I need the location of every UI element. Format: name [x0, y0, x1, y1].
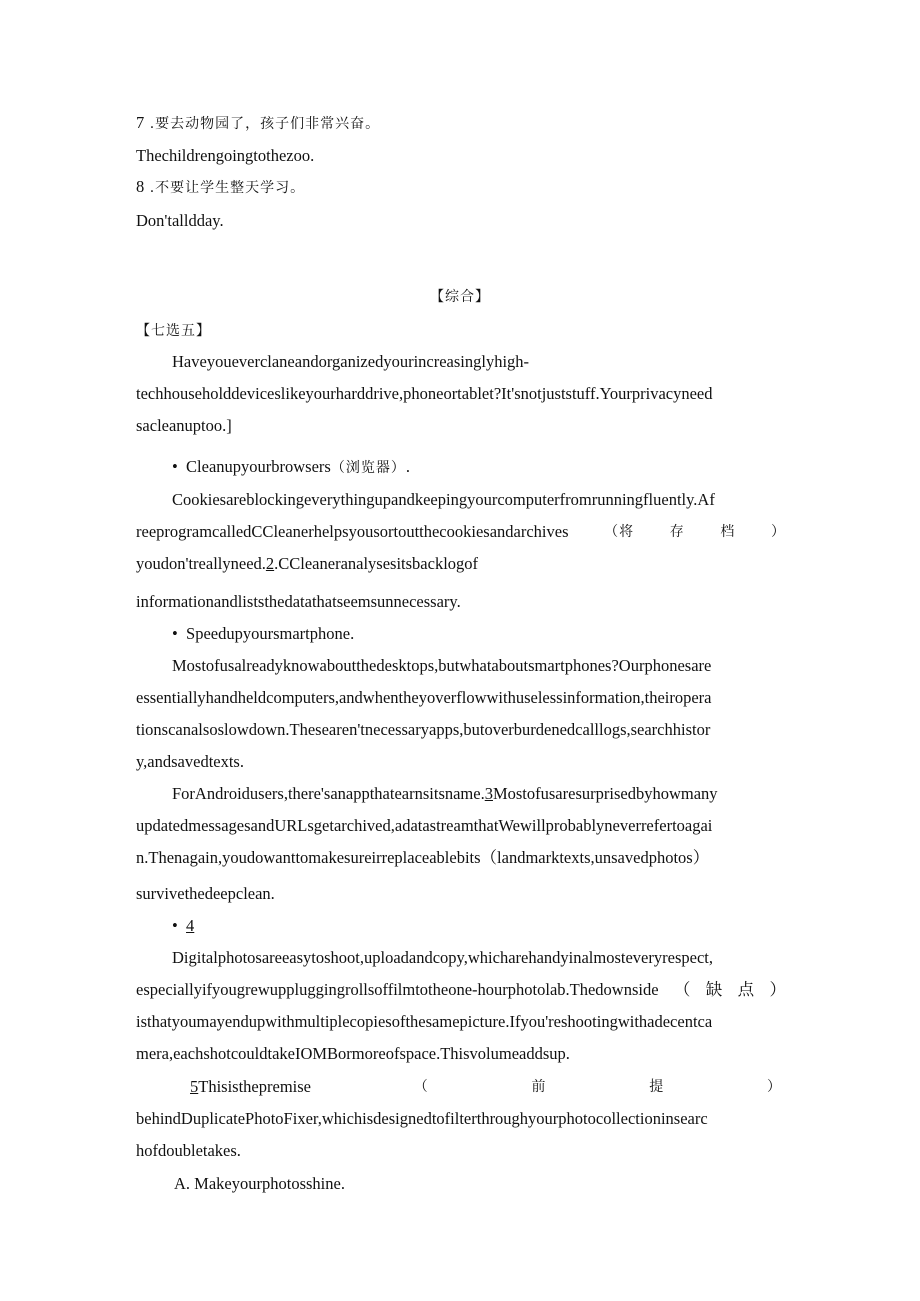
para5-line-2: behindDuplicatePhotoFixer,whichisdesignedtofilterthroughyourphotocollectioninsearc: [136, 1109, 708, 1128]
question-7-english: Thechildrengoingtothezoo.: [136, 146, 315, 165]
para5-paren-close: ）: [766, 1079, 782, 1095]
para1-line-3-rest: .CCleaneranalysesitsbacklogof: [274, 554, 479, 573]
bullet-icon: •: [172, 916, 178, 935]
bullet-heading-2: [172, 623, 822, 645]
question-7: [136, 112, 786, 135]
bullet-heading-1-end: .: [405, 457, 410, 476]
intro-line-3: [136, 415, 786, 437]
para3-line-4: survivethedeepclean.: [136, 884, 275, 903]
para3-line-1: [172, 783, 822, 805]
para1-line-2: [136, 521, 786, 543]
question-8-chinese: .不要让学生整天学习。: [144, 180, 306, 196]
para1-line-2-word-1: 存: [669, 524, 685, 540]
para3-line-2: updatedmessagesandURLsgetarchived,adatastreamthatWewillprobablyneverrefertoagai: [136, 816, 713, 835]
intro-line-1: Haveyoueverclaneandorganizedyourincreasinglyhigh-: [172, 352, 530, 371]
blank-3: 3: [484, 784, 493, 803]
subsection-title: 【七选五】: [136, 323, 211, 339]
para2-line-4: y,andsavedtexts.: [136, 752, 244, 771]
option-a: A. Makeyourphotosshine.: [174, 1174, 345, 1193]
para4-line-1: Digitalphotosareeasytoshoot,uploadandcopy,whicharehandyinalmosteveryrespect,: [172, 948, 713, 967]
para1-line-1: Cookiesareblockingeverythingupandkeepingyourcomputerfromrunningfluently.Af: [172, 490, 715, 509]
blank-5: 5: [190, 1077, 199, 1096]
bullet-heading-3: [172, 915, 822, 937]
question-7-number: 7: [136, 113, 145, 132]
question-8-number: 8: [136, 177, 145, 196]
para3-line-1-text: ForAndroidusers,there'sanappthatearnsitsname.: [172, 784, 485, 803]
bullet-heading-1: [172, 456, 822, 479]
para3-line-3: n.Thenagain,youdowanttomakesureirreplaceablebits（landmarktexts,unsavedphotos）: [136, 848, 710, 867]
para4-line-4: mera,eachshotcouldtakeIOMBormoreofspace.Thisvolumeaddsup.: [136, 1044, 570, 1063]
para1-line-2-paren-open: （将: [604, 524, 635, 540]
para1-line-2-word-2: 档: [720, 524, 736, 540]
para2-line-2: essentiallyhandheldcomputers,andwhentheyoverflowwithuselessinformation,theiropera: [136, 688, 712, 707]
para4-line-2: especiallyifyougrewuppluggingrollsoffilmtotheone-hourphotolab.Thedownside（缺点）: [136, 980, 786, 999]
para1-line-2-paren-close: ）: [770, 524, 786, 540]
question-8-english: Don'talldday.: [136, 211, 224, 230]
blank-2: 2: [265, 554, 275, 573]
bullet-heading-2-title: Speedupyoursmartphone.: [186, 624, 355, 643]
bullet-icon: •: [172, 624, 178, 643]
blank-4: 4: [186, 916, 195, 935]
para5-paren-open: （: [413, 1079, 429, 1095]
para1-line-4: informationandliststhedatathatseemsunnecessary.: [136, 592, 461, 611]
para1-line-2-text: reeprogramcalledCCleanerhelpsyousortoutthecookiesandarchives: [136, 522, 569, 541]
bullet-heading-1-chinese: （浏览器）: [330, 460, 406, 476]
intro-line-3-text: sacleanuptoo.: [136, 416, 227, 435]
bullet-heading-1-title: Cleanupyourbrowsers: [186, 457, 331, 476]
para2-line-1: Mostofusalreadyknowaboutthedesktops,butwhataboutsmartphones?Ourphonesare: [172, 656, 712, 675]
question-8: [136, 176, 786, 199]
para5-line-3: hofdoubletakes.: [136, 1141, 241, 1160]
para5-line-1: [190, 1076, 782, 1098]
para4-line-3: isthatyoumayendupwithmultiplecopiesofthesamepicture.Ifyou'reshootingwithadecentca: [136, 1012, 713, 1031]
blank-1: ]: [226, 416, 232, 435]
intro-line-2: techhouseholddeviceslikeyourharddrive,phoneortablet?It'snotjuststuff.Yourprivacyneed: [136, 384, 713, 403]
para1-line-3-text: youdon'treallyneed.: [136, 554, 266, 573]
bullet-icon: •: [172, 457, 178, 476]
para1-line-3: [136, 553, 786, 575]
para5-line-1-text: 5Thisisthepremise: [190, 1077, 311, 1096]
para2-line-3: tionscanalsoslowdown.Thesearen'tnecessaryapps,butoverburdenedcalllogs,searchhistor: [136, 720, 711, 739]
section-title: 【综合】: [430, 289, 490, 305]
para3-line-1-rest: Mostofusaresurprisedbyhowmany: [492, 784, 718, 803]
para5-word-1: 前: [531, 1079, 547, 1095]
question-7-chinese: .要去动物园了，孩子们非常兴奋。: [144, 116, 381, 132]
para5-word-2: 提: [649, 1079, 665, 1095]
